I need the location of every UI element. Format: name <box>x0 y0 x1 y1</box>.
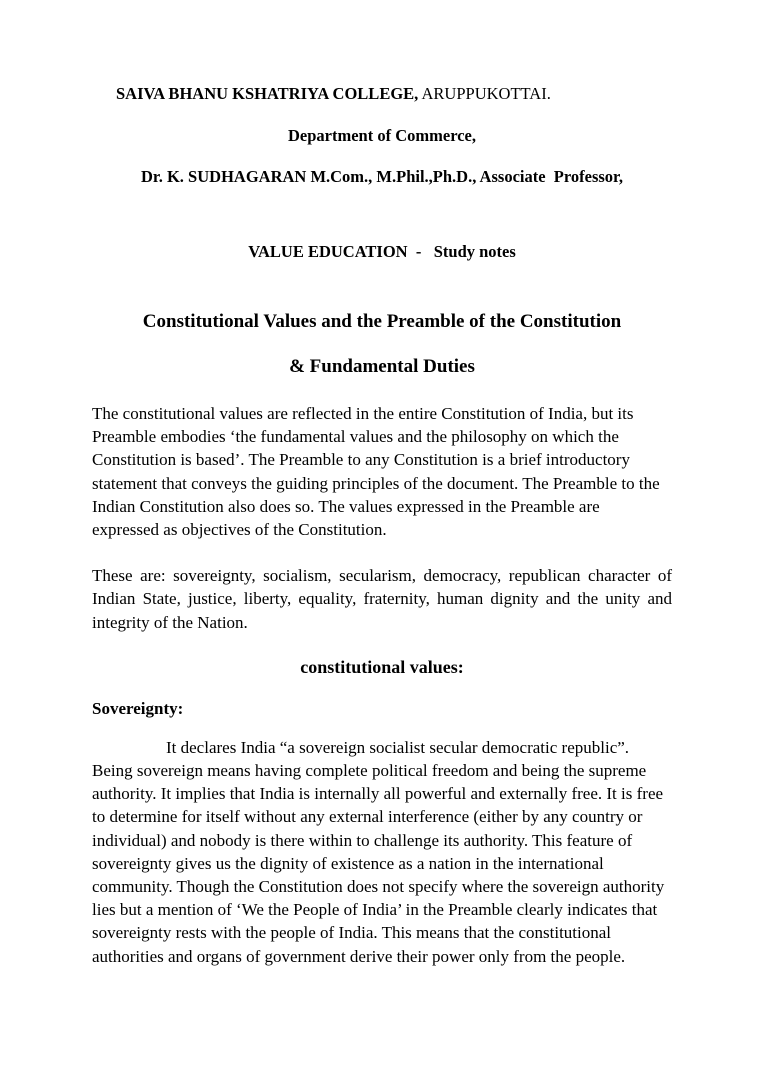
page-subtitle: & Fundamental Duties <box>289 356 475 377</box>
institution-place: ARUPPUKOTTAI. <box>418 84 551 103</box>
page-title: Constitutional Values and the Preamble of the Constitution <box>142 311 622 332</box>
institution-line <box>92 86 672 103</box>
paragraph-values-list: These are: sovereignty, socialism, secularism, democracy, republican character of Indian State, justice, liberty, equality, fraternity, human dignity and the unity and integrity of the Nation. <box>92 566 672 632</box>
institution-name: SAIVA BHANU KSHATRIYA COLLEGE, <box>116 84 419 103</box>
document-content <box>92 0 672 968</box>
paragraph-intro: The constitutional values are reflected in the entire Constitution of India, but its Preamble embodies ‘the fundamental values and the philosophy on which the Constitution is based’. The Preamble to any Constitution is a brief introductory statement that conveys the guiding principles of the document. The Preamble to the Indian Constitution also does so. The values expressed in the Preamble are expressed as objectives of the Constitution. <box>92 404 660 540</box>
sub-heading-sovereignty: Sovereignty: <box>92 698 184 718</box>
section-heading-constitutional-values: constitutional values: <box>300 656 464 677</box>
course-line: VALUE EDUCATION - Study notes <box>248 241 516 261</box>
department-line: Department of Commerce, <box>288 125 476 145</box>
masthead <box>92 86 672 186</box>
author-line: Dr. K. SUDHAGARAN M.Com., M.Phil.,Ph.D., Associate Professor, <box>141 167 623 186</box>
paragraph-sovereignty: It declares India “a sovereign socialist secular democratic republic”. Being sovereign means having complete political freedom and being the supreme authority. It implies that India is internally all powerful and externally free. It is free to determine for itself without any external interference (either by any country or individual) and nobody is there within to challenge its authority. This feature of sovereignty gives us the dignity of existence as a nation in the international community. Though the Constitution does not specify where the sovereign authority lies but a mention of ‘We the People of India’ in the Preamble clearly indicates that sovereignty rests with the people of India. This means that the constitutional authorities and organs of government derive their power only from the people. <box>92 737 665 966</box>
